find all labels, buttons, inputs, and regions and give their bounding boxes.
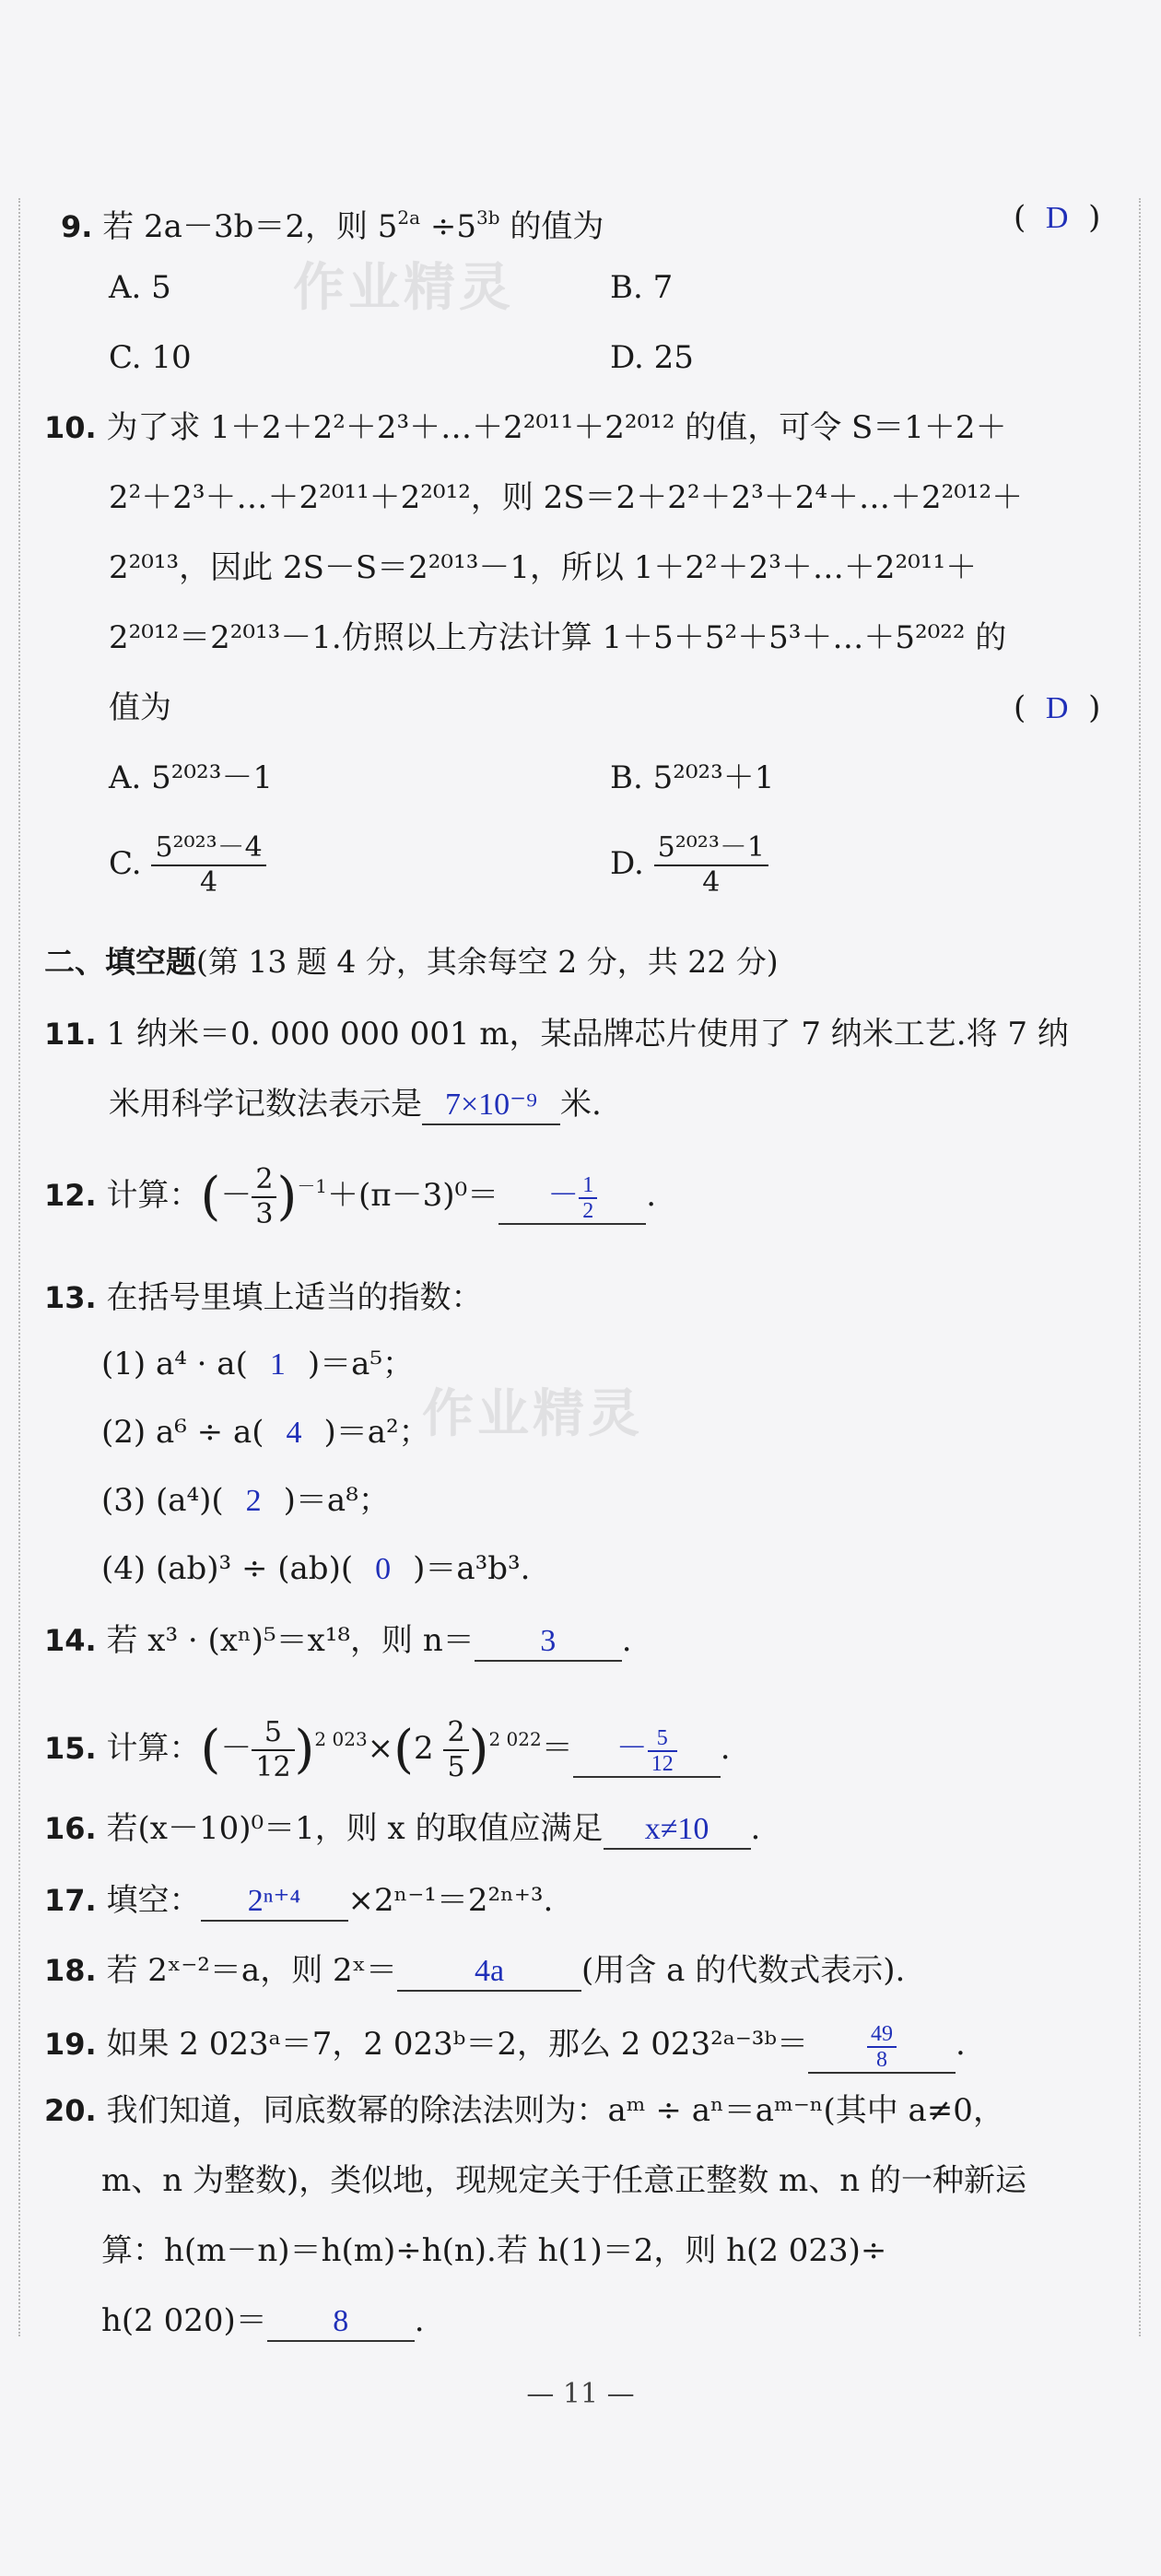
question-text: 米. bbox=[560, 1086, 602, 1123]
question-16 bbox=[44, 1808, 760, 1850]
numerator: 5 bbox=[648, 1726, 677, 1752]
right-paren: ) bbox=[294, 1720, 315, 1780]
question-14 bbox=[44, 1620, 632, 1662]
watermark: 作业精灵 bbox=[422, 1384, 643, 1444]
question-stem: 的值为 bbox=[499, 208, 604, 245]
option-d bbox=[610, 831, 768, 900]
fraction bbox=[252, 1716, 294, 1784]
answer-fraction bbox=[579, 1173, 597, 1223]
question-text bbox=[109, 1084, 602, 1125]
option-label: C. bbox=[109, 845, 142, 882]
question-18 bbox=[44, 1950, 905, 1992]
question-text: 2²⁰¹²＝2²⁰¹³－1.仿照以上方法计算 1＋5＋5²＋5³＋…＋5²⁰²² 的 bbox=[109, 619, 1007, 656]
option-c bbox=[109, 831, 266, 900]
numerator: 5²⁰²³－4 bbox=[151, 831, 265, 866]
period: . bbox=[621, 1622, 632, 1659]
answer-blank[interactable]: x≠10 bbox=[604, 1811, 751, 1850]
sub-item-3 bbox=[101, 1480, 390, 1522]
denominator: 2 bbox=[582, 1199, 594, 1224]
option-b: B. 7 bbox=[610, 269, 674, 306]
sub-item-4 bbox=[101, 1548, 530, 1590]
question-number: 9. bbox=[61, 209, 93, 244]
question-text: 我们知道，同底数幂的除法法则为：aᵐ ÷ aⁿ＝aᵐ⁻ⁿ(其中 a≠0， bbox=[106, 2092, 1004, 2129]
answer-blank[interactable] bbox=[808, 2022, 956, 2074]
option-d: D. 25 bbox=[610, 339, 694, 376]
denominator: 4 bbox=[702, 866, 721, 899]
whole-number: 2 bbox=[414, 1730, 434, 1767]
question-number: 16. bbox=[44, 1811, 97, 1846]
question-text: 1 纳米＝0. 000 000 001 m，某品牌芯片使用了 7 纳米工艺.将 7 纳 bbox=[106, 1016, 1069, 1053]
numerator: 49 bbox=[867, 2022, 897, 2048]
exponent: 2a bbox=[397, 206, 421, 229]
question-stem: ÷5 bbox=[420, 208, 477, 245]
question-text: 为了求 1＋2＋2²＋2³＋…＋2²⁰¹¹＋2²⁰¹² 的值，可令 S＝1＋2＋ bbox=[106, 409, 1007, 446]
equals-sign: ＝ bbox=[541, 1730, 573, 1767]
question-number: 15. bbox=[44, 1731, 97, 1766]
sub-item-text: (2) a⁶ ÷ a( bbox=[101, 1414, 264, 1451]
section-note: (第 13 题 4 分，其余每空 2 分，共 22 分) bbox=[196, 944, 779, 980]
question-text: 值为 bbox=[109, 689, 171, 726]
fraction bbox=[654, 831, 768, 900]
question-text: 米用科学记数法表示是 bbox=[109, 1086, 422, 1123]
sub-item-text: )＝a⁸； bbox=[283, 1482, 390, 1519]
sub-item-1 bbox=[101, 1344, 414, 1385]
answer-blank[interactable]: 3 bbox=[475, 1623, 622, 1662]
question-11 bbox=[44, 1014, 1069, 1054]
question-text: 计算： bbox=[106, 1730, 201, 1767]
question-20 bbox=[44, 2090, 1004, 2131]
answer-text: D bbox=[1045, 691, 1069, 725]
numerator: 2 bbox=[252, 1163, 276, 1198]
question-number: 17. bbox=[44, 1883, 97, 1918]
answer-text[interactable]: 4 bbox=[286, 1416, 302, 1450]
question-number: 14. bbox=[44, 1623, 97, 1658]
question-text: ×2ⁿ⁻¹＝2²ⁿ⁺³. bbox=[347, 1882, 554, 1919]
question-text: 计算： bbox=[106, 1177, 201, 1214]
denominator: 12 bbox=[651, 1752, 674, 1777]
right-paren: ) bbox=[468, 1720, 489, 1780]
minus-sign: － bbox=[220, 1730, 252, 1767]
answer-blank[interactable]: 4a bbox=[397, 1953, 581, 1992]
option-a: A. 5²⁰²³－1 bbox=[109, 759, 273, 796]
numerator: 1 bbox=[579, 1173, 597, 1199]
question-number: 13. bbox=[44, 1280, 97, 1315]
question-text: h(2 020)＝ bbox=[101, 2302, 267, 2339]
option-b: B. 5²⁰²³＋1 bbox=[610, 759, 775, 796]
question-number: 18. bbox=[44, 1953, 97, 1988]
question-stem: 若 2a－3b＝2，则 5 bbox=[102, 208, 398, 245]
question-19 bbox=[44, 2022, 966, 2074]
period: . bbox=[720, 1730, 731, 1767]
question-text: 若(x－10)⁰＝1，则 x 的取值应满足 bbox=[106, 1810, 604, 1847]
fraction bbox=[151, 831, 265, 900]
answer-text[interactable]: 2 bbox=[245, 1484, 262, 1518]
page-number: — 11 — bbox=[526, 2378, 635, 2410]
question-13 bbox=[44, 1277, 483, 1318]
answer-paren: ( D ) bbox=[1014, 689, 1101, 726]
question-text: 填空： bbox=[106, 1882, 201, 1919]
question-number: 19. bbox=[44, 2026, 97, 2062]
question-9 bbox=[61, 197, 604, 247]
sub-item-text: (3) (a⁴)( bbox=[101, 1482, 224, 1519]
option-a: A. 5 bbox=[109, 269, 171, 306]
answer-blank[interactable]: 8 bbox=[267, 2303, 415, 2342]
denominator: 5 bbox=[447, 1751, 465, 1783]
question-text: 2²⁰¹³，因此 2S－S＝2²⁰¹³－1，所以 1＋2²＋2³＋…＋2²⁰¹¹＋ bbox=[109, 549, 978, 586]
exponent: －1 bbox=[297, 1175, 328, 1197]
answer-text[interactable]: 1 bbox=[269, 1347, 286, 1382]
left-margin-line bbox=[18, 198, 20, 2336]
option-label: D. bbox=[610, 845, 644, 882]
denominator: 3 bbox=[255, 1198, 274, 1230]
times-sign: × bbox=[367, 1730, 394, 1767]
option-c: C. 10 bbox=[109, 339, 192, 376]
numerator: 5 bbox=[252, 1716, 294, 1751]
question-number: 20. bbox=[44, 2093, 97, 2128]
question-number: 12. bbox=[44, 1178, 97, 1213]
question-text bbox=[101, 2300, 425, 2342]
question-text: 若 x³ · (xⁿ)⁵＝x¹⁸，则 n＝ bbox=[106, 1622, 475, 1659]
period: . bbox=[414, 2302, 425, 2339]
sub-item-text: )＝a²； bbox=[323, 1414, 430, 1451]
sub-item-text: (4) (ab)³ ÷ (ab)( bbox=[101, 1550, 354, 1587]
denominator: 12 bbox=[255, 1751, 291, 1783]
sub-item-2 bbox=[101, 1412, 430, 1453]
question-12 bbox=[44, 1163, 656, 1231]
question-number: 10. bbox=[44, 410, 97, 445]
sub-item-text: (1) a⁴ · a( bbox=[101, 1346, 248, 1382]
numerator: 5²⁰²³－1 bbox=[654, 831, 768, 866]
question-17 bbox=[44, 1880, 553, 1922]
denominator: 8 bbox=[876, 2048, 888, 2072]
answer-paren: ( D ) bbox=[1014, 199, 1101, 236]
exponent: 3b bbox=[476, 206, 500, 229]
question-text: 若 2ˣ⁻²＝a，则 2ˣ＝ bbox=[106, 1952, 398, 1989]
question-text: ＋(π－3)⁰＝ bbox=[327, 1177, 499, 1214]
section-header bbox=[44, 942, 779, 982]
fraction bbox=[252, 1163, 276, 1231]
question-text: m、n 为整数)，类似地，现规定关于任意正整数 m、n 的一种新运 bbox=[101, 2162, 1026, 2199]
right-paren: ) bbox=[276, 1167, 298, 1227]
answer-sign: － bbox=[547, 1179, 580, 1213]
answer-sign: － bbox=[616, 1732, 648, 1766]
section-title: 二、填空题 bbox=[44, 944, 196, 980]
exponent: 2 022 bbox=[488, 1728, 542, 1750]
answer-text[interactable]: 0 bbox=[375, 1552, 392, 1586]
left-paren: ( bbox=[200, 1720, 221, 1780]
period: . bbox=[750, 1810, 761, 1847]
answer-blank[interactable] bbox=[573, 1726, 721, 1778]
answer-text: D bbox=[1045, 201, 1069, 235]
question-number: 11. bbox=[44, 1017, 97, 1052]
minus-sign: － bbox=[220, 1177, 252, 1214]
question-10 bbox=[44, 407, 1007, 448]
left-paren: ( bbox=[200, 1167, 221, 1227]
sub-item-text: )＝a³b³. bbox=[413, 1550, 531, 1587]
period: . bbox=[956, 2025, 966, 2063]
right-margin-line bbox=[1139, 198, 1141, 2336]
period: . bbox=[646, 1177, 656, 1214]
fraction bbox=[443, 1716, 468, 1784]
question-stem: 在括号里填上适当的指数： bbox=[106, 1279, 483, 1316]
answer-blank[interactable]: 2ⁿ⁺⁴ bbox=[201, 1883, 348, 1922]
answer-blank[interactable] bbox=[498, 1173, 646, 1225]
sub-item-text: )＝a⁵； bbox=[307, 1346, 414, 1382]
watermark: 作业精灵 bbox=[293, 258, 514, 318]
numerator: 2 bbox=[443, 1716, 468, 1751]
left-paren: ( bbox=[393, 1720, 415, 1780]
question-15 bbox=[44, 1716, 731, 1784]
exponent: 2 023 bbox=[314, 1728, 368, 1750]
denominator: 4 bbox=[200, 866, 218, 899]
question-text: 如果 2 023ᵃ＝7，2 023ᵇ＝2，那么 2 023²ᵃ⁻³ᵇ＝ bbox=[106, 2025, 809, 2063]
question-text: 2²＋2³＋…＋2²⁰¹¹＋2²⁰¹²，则 2S＝2＋2²＋2³＋2⁴＋…＋2²⁰¹²＋ bbox=[109, 479, 1024, 516]
answer-fraction bbox=[648, 1726, 677, 1776]
answer-fraction bbox=[867, 2022, 897, 2072]
question-text: (用含 a 的代数式表示). bbox=[581, 1952, 906, 1989]
answer-blank[interactable]: 7×10⁻⁹ bbox=[422, 1087, 560, 1125]
question-text: 算：h(m－n)＝h(m)÷h(n).若 h(1)＝2，则 h(2 023)÷ bbox=[101, 2232, 887, 2269]
